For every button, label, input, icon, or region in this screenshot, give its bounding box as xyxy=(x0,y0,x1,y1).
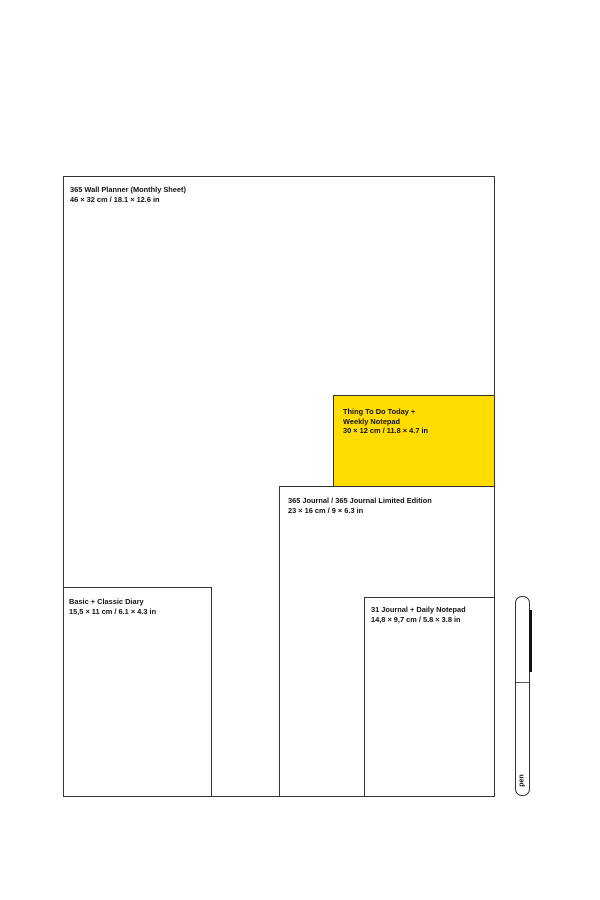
wall-planner-name: 365 Wall Planner (Monthly Sheet) xyxy=(70,185,186,194)
thing-to-do-today-label xyxy=(343,407,428,436)
thing-to-do-today-box xyxy=(333,395,495,487)
classic-diary-label xyxy=(69,597,156,616)
31-journal-name: 31 Journal + Daily Notepad xyxy=(371,605,466,614)
pen-clip xyxy=(529,610,532,672)
pen-icon xyxy=(515,596,530,796)
thing-to-do-today-name-line2: Weekly Notepad xyxy=(343,416,400,426)
thing-to-do-today-size: 30 × 12 cm / 11.8 × 4.7 in xyxy=(343,426,429,436)
wall-planner-size: 46 × 32 cm / 18.1 × 12.6 in xyxy=(70,194,160,204)
365-journal-label xyxy=(288,496,432,515)
classic-diary-name: Basic + Classic Diary xyxy=(69,597,144,606)
365-journal-size: 23 × 16 cm / 9 × 6.3 in xyxy=(288,505,364,515)
pen-divider xyxy=(516,682,529,683)
31-journal-size: 14,8 × 9,7 cm / 5.8 × 3.8 in xyxy=(371,614,461,624)
31-journal-box xyxy=(364,597,495,797)
pen-label: pen xyxy=(518,774,526,787)
31-journal-label xyxy=(371,605,466,624)
wall-planner-label xyxy=(70,185,186,204)
classic-diary-size: 15,5 × 11 cm / 6.1 × 4.3 in xyxy=(69,606,157,616)
thing-to-do-today-name-line1: Thing To Do Today + xyxy=(343,407,416,416)
classic-diary-box xyxy=(63,587,212,797)
365-journal-name: 365 Journal / 365 Journal Limited Edition xyxy=(288,496,432,505)
